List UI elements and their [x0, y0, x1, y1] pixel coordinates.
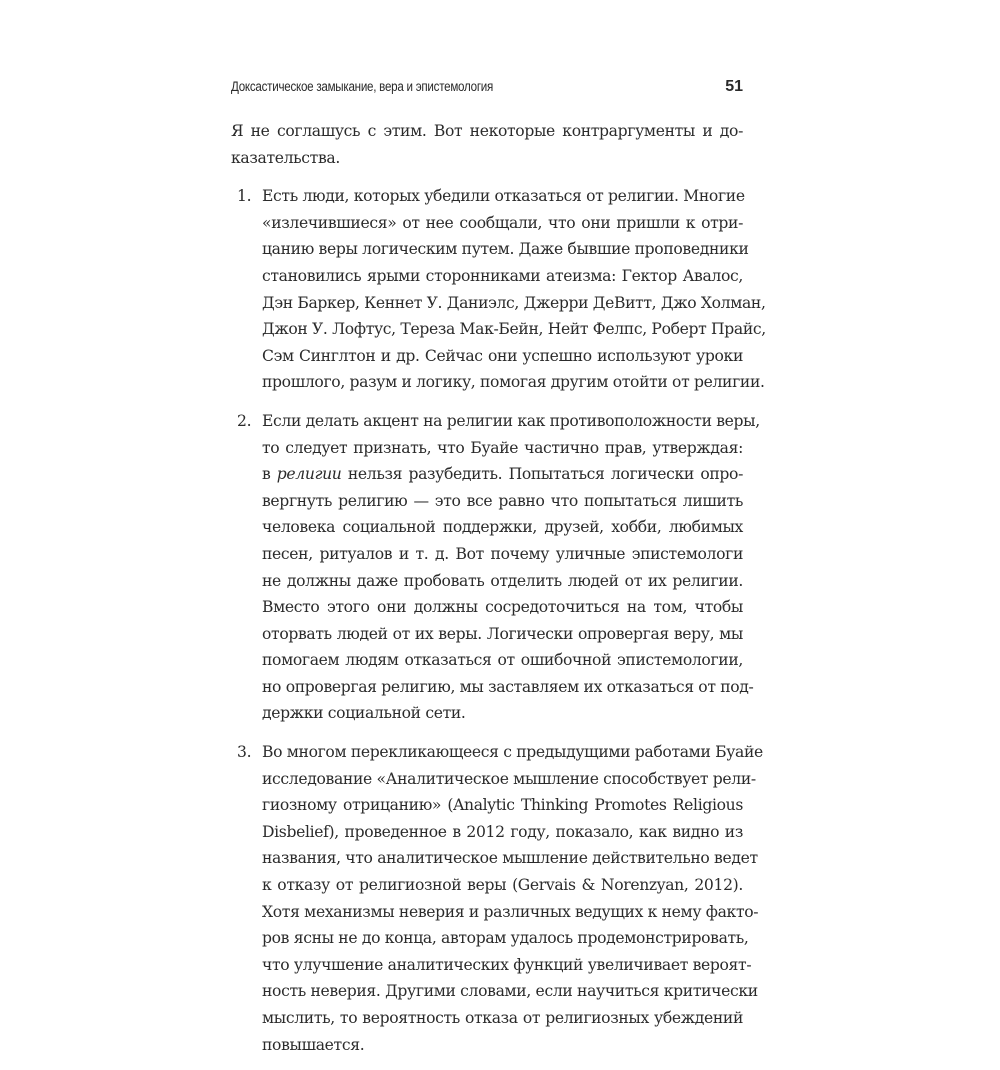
- text-line: Дэн Баркер, Кеннет У. Даниэлс, Джерри ДеВитт, Джо Холман,: [262, 293, 766, 312]
- text-line: Сэм Синглтон и др. Сейчас они успешно используют уроки: [262, 346, 743, 365]
- text-line: названия, что аналитическое мышление действительно ведет: [262, 849, 758, 868]
- item-text: [262, 739, 763, 1058]
- text-line: казательства.: [231, 148, 340, 167]
- text-line: Во многом перекликающееся с предыдущими работами Буайе: [262, 743, 763, 762]
- text-line: держки социальной сети.: [262, 704, 466, 723]
- text-line: гиозному отрицанию» (Analytic Thinking Promotes Religious: [262, 796, 743, 815]
- text-line: Есть люди, которых убедили отказаться от религии. Многие: [262, 187, 745, 206]
- text-line: помогаем людям отказаться от ошибочной эпистемологии,: [262, 651, 743, 670]
- text-line: повышается.: [262, 1035, 365, 1054]
- list-item-2: [231, 408, 760, 727]
- item-number: 1.: [237, 187, 252, 206]
- text-run: нельзя разубедить. Попытаться логически опро-: [341, 465, 743, 484]
- item-text: [262, 183, 766, 396]
- text-line: мыслить, то вероятность отказа от религиозных убеждений: [262, 1009, 743, 1027]
- running-head: [231, 78, 743, 96]
- text-line: становились ярыми сторонниками атеизма: Гектор Авалос,: [262, 266, 743, 285]
- numbered-list: [231, 183, 766, 1058]
- text-line: песен, ритуалов и т. д. Вот почему уличные эпистемологи: [262, 544, 743, 563]
- text-line: к отказу от религиозной веры (Gervais & Norenzyan, 2012).: [262, 876, 743, 895]
- text-line: ность неверия. Другими словами, если научиться критически: [262, 982, 758, 1001]
- text-line: Джон У. Лофтус, Тереза Мак-Бейн, Нейт Фелпс, Роберт Прайс,: [262, 320, 766, 339]
- text-line: человека социальной поддержки, друзей, хобби, любимых: [262, 518, 743, 537]
- text-line: что улучшение аналитических функций увеличивает вероят-: [262, 955, 752, 974]
- text-run: в: [262, 465, 277, 484]
- emphasis-text: религии: [276, 465, 342, 484]
- text-line: не должны даже пробовать отделить людей от их религии.: [262, 571, 743, 590]
- item-text: [262, 408, 760, 727]
- text-line: но опровергая религию, мы заставляем их отказаться от под-: [262, 677, 754, 696]
- text-line: Если делать акцент на религии как противоположности веры,: [262, 411, 760, 430]
- text-line: «излечившиеся» от нее сообщали, что они пришли к отри-: [262, 213, 743, 232]
- text-line: Disbelief), проведенное в 2012 году, показало, как видно из: [262, 822, 743, 841]
- intro-paragraph: [231, 118, 743, 171]
- text-line: вергнуть религию — это все равно что попытаться лишить: [262, 491, 743, 510]
- text-line: цанию веры логическим путем. Даже бывшие проповедники: [262, 240, 749, 259]
- text-line: Вместо этого они должны сосредоточиться на том, чтобы: [262, 598, 743, 617]
- body-text: [231, 118, 766, 1070]
- list-item-3: [231, 739, 763, 1058]
- text-line: Я не соглашусь с этим. Вот некоторые контраргументы и до-: [231, 122, 743, 140]
- page-number: 51: [725, 78, 743, 95]
- text-line: исследование «Аналитическое мышление способствует рели-: [262, 769, 756, 788]
- list-item-1: [231, 183, 766, 396]
- item-number: 2.: [237, 411, 252, 430]
- text-line: то следует признать, что Буайе частично прав, утверждая:: [262, 438, 743, 457]
- text-line: [262, 461, 743, 488]
- item-number: 3.: [237, 743, 252, 762]
- text-line: ров ясны не до конца, авторам удалось продемонстрировать,: [262, 929, 749, 948]
- text-line: оторвать людей от их веры. Логически опровергая веру, мы: [262, 624, 743, 643]
- text-line: прошлого, разум и логику, помогая другим отойти от религии.: [262, 373, 765, 392]
- text-line: Хотя механизмы неверия и различных ведущих к нему факто-: [262, 902, 759, 921]
- chapter-title: Доксастическое замыкание, вера и эпистемология: [231, 79, 494, 94]
